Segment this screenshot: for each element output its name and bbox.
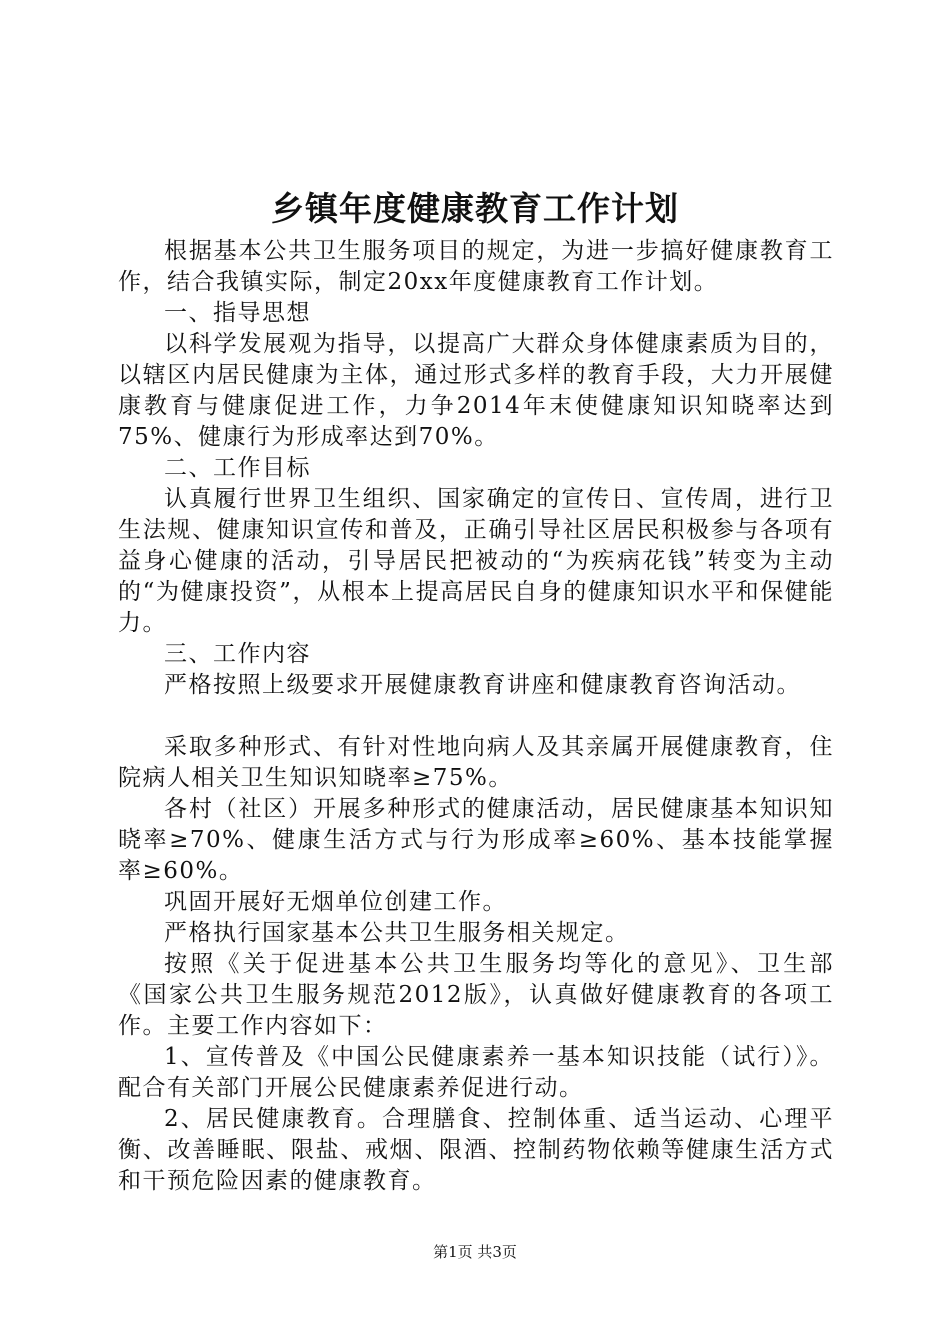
- paragraph-intro: 根据基本公共卫生服务项目的规定，为进一步搞好健康教育工作，结合我镇实际，制定20xx年度健康教育工作计划。: [118, 238, 834, 295]
- paragraph-lectures: 严格按照上级要求开展健康教育讲座和健康教育咨询活动。: [164, 672, 801, 698]
- list-item-1: 1、宣传普及《中国公民健康素养一基本知识技能（试行）》。配合有关部门开展公民健康素养促进行动。: [118, 1044, 834, 1101]
- paragraph-according-to: 按照《关于促进基本公共卫生服务均等化的意见》、卫生部《国家公共卫生服务规范2012版》，认真做好健康教育的各项工作。主要工作内容如下：: [118, 951, 834, 1039]
- paragraph-patient-education: 采取多种形式、有针对性地向病人及其亲属开展健康教育，住院病人相关卫生知识知晓率≥75%。: [118, 734, 834, 791]
- paragraph-guiding-ideology: 以科学发展观为指导，以提高广大群众身体健康素质为目的，以辖区内居民健康为主体，通过形式多样的教育手段，大力开展健康教育与健康促进工作，力争2014年末使健康知识知晓率达到75%、健康行为形成率达到70%。: [118, 331, 834, 450]
- heading-guiding-ideology: 一、指导思想: [164, 300, 311, 326]
- paragraph-regulations: 严格执行国家基本公共卫生服务相关规定。: [164, 920, 630, 946]
- document-title: 乡镇年度健康教育工作计划: [271, 189, 679, 228]
- document-body: [118, 236, 834, 1197]
- page-footer: 第1页 共3页: [433, 1243, 517, 1261]
- paragraph-smoke-free: 巩固开展好无烟单位创建工作。: [164, 889, 507, 915]
- paragraph-work-goals: 认真履行世界卫生组织、国家确定的宣传日、宣传周，进行卫生法规、健康知识宣传和普及，正确引导社区居民积极参与各项有益身心健康的活动，引导居民把被动的“为疾病花钱”转变为主动的“为健康投资”，从根本上提高居民自身的健康知识水平和保健能力。: [118, 486, 834, 636]
- blank-line: [118, 701, 834, 732]
- list-item-2: 2、居民健康教育。合理膳食、控制体重、适当运动、心理平衡、改善睡眠、限盐、戒烟、限酒、控制药物依赖等健康生活方式和干预危险因素的健康教育。: [118, 1106, 834, 1194]
- heading-work-content: 三、工作内容: [164, 641, 311, 667]
- heading-work-goals: 二、工作目标: [164, 455, 311, 481]
- paragraph-village-activities: 各村（社区）开展多种形式的健康活动，居民健康基本知识知晓率≥70%、健康生活方式与行为形成率≥60%、基本技能掌握率≥60%。: [118, 796, 834, 884]
